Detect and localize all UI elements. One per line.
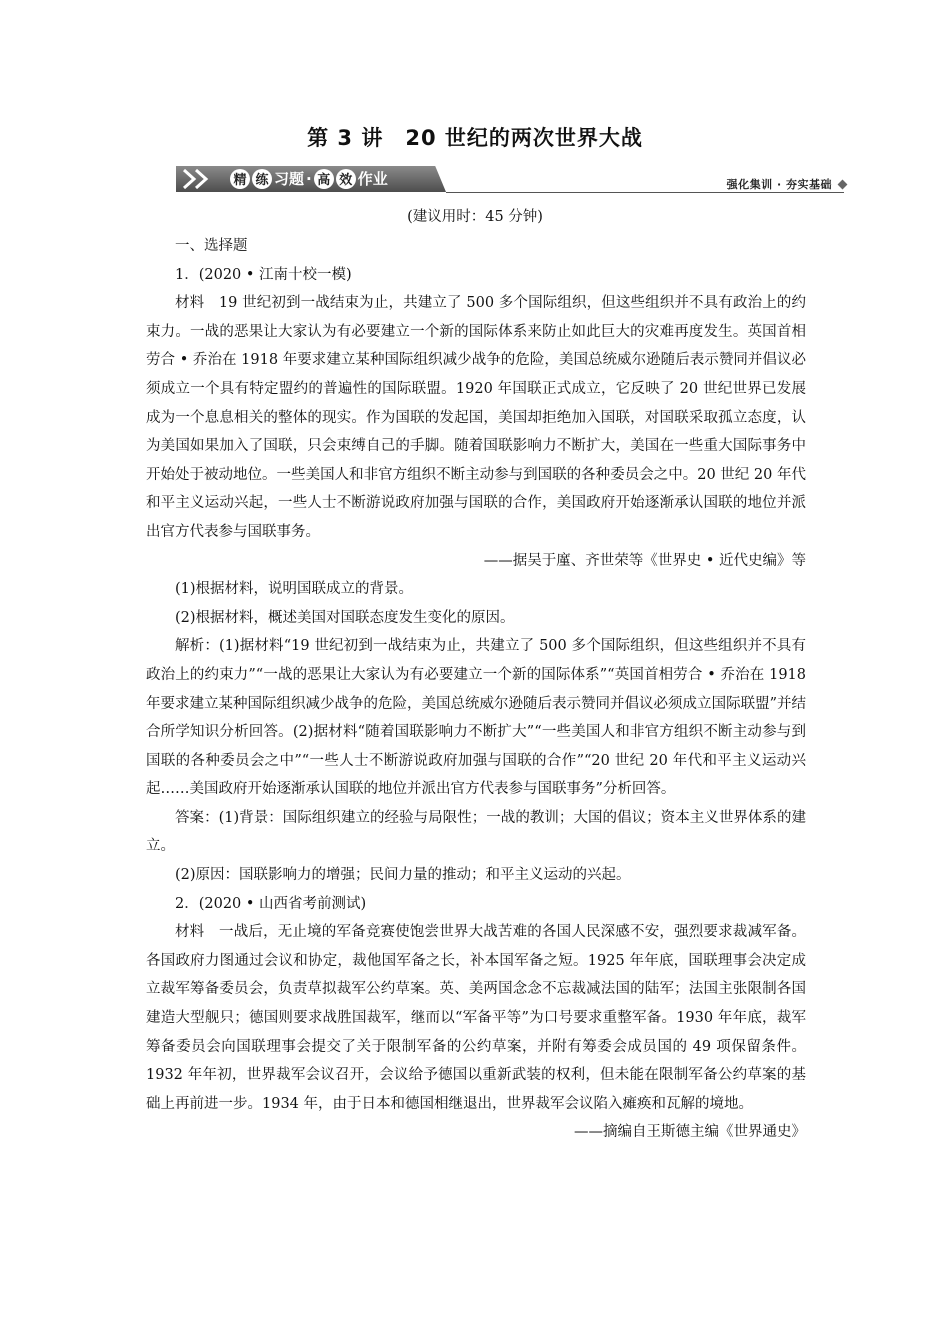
- q1-answer-a: 答案：(1)背景：国际组织建立的经验与局限性；一战的教训；大国的倡议；资本主义世界体系的建立。: [146, 809, 806, 855]
- question-content: [146, 232, 806, 1147]
- double-chevron-icon: [180, 168, 224, 190]
- q1-source: ——据吴于廑、齐世荣等《世界史 • 近代史编》等: [483, 552, 806, 569]
- q1-material: 材料 19 世纪初到一战结束为止，共建立了 500 多个国际组织，但这些组织并不具有政治上的约束力。一战的恶果让大家认为有必要建立一个新的国际体系来防止如此巨大的灾难再度发生。英国首相劳合 • 乔治在 1918 年要求建立某种国际组织减少战争的危险，美国总统威尔逊随后表示赞同并倡议必须成立一个具有特定盟约的普遍性的国际联盟。1920 年国联正式成立，它反映了 20 世纪世界已发展成为一个息息相关的整体的现实。作为国联的发起国，美国却拒绝加入国联，对国联采取孤立态度，认为美国如果加入了国联，只会束缚自己的手脚。随着国联影响力不断扩大，美国在一些重大国际事务中开始处于被动地位。一些美国人和非官方组织不断主动参与到国联的各种委员会之中。20 世纪 20 年代和平主义运动兴起，一些人士不断游说政府加强与国联的合作，美国政府开始逐渐承认国联的地位并派出官方代表参与国联事务。: [146, 295, 806, 540]
- q1-header: 1．(2020 • 江南十校一模): [175, 266, 352, 283]
- banner-char: ·: [306, 169, 312, 188]
- banner-char: 精: [230, 169, 250, 189]
- time-hint: (建议用时：45 分钟): [407, 209, 543, 225]
- q2-source: ——摘编自王斯德主编《世界通史》: [574, 1124, 806, 1141]
- q1-question-b: (2)根据材料，概述美国对国联态度发生变化的原因。: [175, 609, 515, 626]
- q1-question-a: (1)根据材料，说明国联成立的背景。: [175, 581, 414, 598]
- section-heading: 一、选择题: [175, 238, 248, 254]
- section-banner: [176, 164, 848, 196]
- q1-answer-b: (2)原因：国联影响力的增强；民间力量的推动；和平主义运动的兴起。: [175, 867, 631, 884]
- banner-char: 高: [314, 169, 334, 189]
- q1-analysis: 解析：(1)据材料“19 世纪初到一战结束为止，共建立了 500 多个国际组织，但这些组织并不具有政治上的约束力”“一战的恶果让大家认为有必要建立一个新的国际体系”“英国首相劳合 • 乔治在 1918 年要求建立某种国际组织减少战争的危险，美国总统威尔逊随后表示赞同并倡议必须成立国际联盟”并结合所学知识分析回答。(2)据材料“随着国联影响力不断扩大”“一些美国人和非官方组织不断主动参与到国联的各种委员会之中”“一些人士不断游说政府加强与国联的合作”“20 世纪 20 年代和平主义运动兴起……美国政府开始逐渐承认国联的地位并派出官方代表参与国联事务”分析回答。: [146, 638, 806, 798]
- banner-char: 作业: [357, 170, 388, 188]
- banner-right-text: 强化集训 · 夯实基础: [726, 178, 832, 191]
- banner-char: 习题: [274, 170, 305, 188]
- banner-char: 练: [252, 169, 272, 189]
- banner-label: [230, 168, 388, 189]
- banner-rule: [446, 192, 844, 193]
- page-title: 第 3 讲 20 世纪的两次世界大战: [307, 126, 643, 150]
- diamond-icon: [838, 180, 848, 190]
- q2-header: 2．(2020 • 山西省考前测试): [175, 895, 367, 912]
- q2-material: 材料 一战后，无止境的军备竞赛使饱尝世界大战苦难的各国人民深感不安，强烈要求裁减军备。各国政府力图通过会议和协定，裁他国军备之长，补本国军备之短。1925 年年底，国联理事会决定成立裁军筹备委员会，负责草拟裁军公约草案。英、美两国念念不忘裁减法国的陆军；法国主张限制各国建造大型舰只；德国则要求战胜国裁军，继而以“军备平等”为口号要求重整军备。1930 年年底，裁军筹备委员会向国联理事会提交了关于限制军备的公约草案，并附有筹委会成员国的 49 项保留条件。1932 年年初，世界裁军会议召开，会议给予德国以重新武装的权利，但未能在限制军备公约草案的基础上再前进一步。1934 年，由于日本和德国相继退出，世界裁军会议陷入瘫痪和瓦解的境地。: [146, 924, 806, 1112]
- banner-char: 效: [336, 169, 356, 189]
